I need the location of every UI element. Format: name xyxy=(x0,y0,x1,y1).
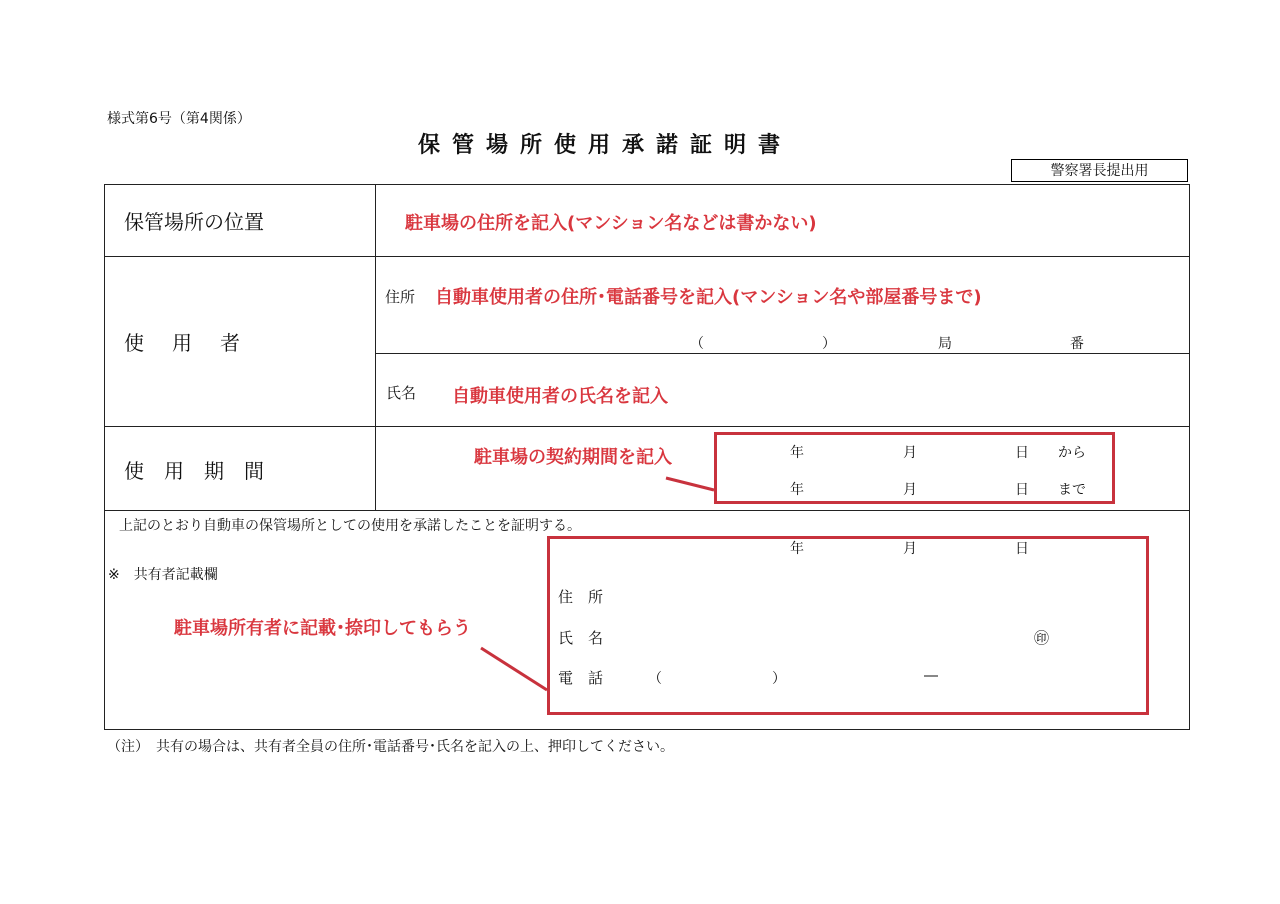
period-to-month: 月 xyxy=(903,482,917,498)
document-title: 保管場所使用承諾証明書 xyxy=(417,133,792,158)
footnote: （注） 共有の場合は、共有者全員の住所･電話番号･氏名を記入の上、押印してください。 xyxy=(107,739,674,755)
owner-phone-open: （ xyxy=(648,671,662,687)
period-annotation: 駐車場の契約期間を記入 xyxy=(474,447,672,468)
cert-year: 年 xyxy=(790,541,804,557)
period-to-label: まで xyxy=(1058,482,1086,498)
period-from-day: 日 xyxy=(1015,445,1029,461)
cert-day: 日 xyxy=(1015,541,1029,557)
owner-address-label: 住 所 xyxy=(558,588,604,606)
owner-phone-label: 電 話 xyxy=(558,669,604,687)
location-label: 保管場所の位置 xyxy=(124,210,264,234)
seal-mark: ㊞ xyxy=(1034,629,1050,647)
phone-ban: 番 xyxy=(1070,336,1084,352)
owner-phone-close: ） xyxy=(772,671,786,687)
submit-to-box: 警察署長提出用 xyxy=(1011,159,1188,182)
name-label: 氏名 xyxy=(386,384,417,402)
period-to-year: 年 xyxy=(790,482,804,498)
owner-phone-dash: ― xyxy=(924,668,938,684)
address-annotation: 自動車使用者の住所･電話番号を記入(マンション名や部屋番号まで) xyxy=(435,287,982,308)
cert-month: 月 xyxy=(903,541,917,557)
phone-kyoku: 局 xyxy=(938,336,952,352)
period-label: 使 用 期 間 xyxy=(124,459,264,483)
period-from-label: から xyxy=(1058,445,1086,461)
period-pointer-line xyxy=(666,478,714,490)
certify-statement: 上記のとおり自動車の保管場所としての使用を承諾したことを証明する。 xyxy=(119,518,581,534)
location-annotation: 駐車場の住所を記入(マンション名などは書かない) xyxy=(405,213,817,234)
owner-name-label: 氏 名 xyxy=(558,629,604,647)
user-label: 使 用 者 xyxy=(124,331,244,355)
phone-open: （ xyxy=(690,336,704,352)
co-owner-label: ※ 共有者記載欄 xyxy=(108,567,218,583)
period-to-day: 日 xyxy=(1015,482,1029,498)
name-annotation: 自動車使用者の氏名を記入 xyxy=(452,386,668,407)
address-label: 住所 xyxy=(385,288,416,306)
phone-close: ） xyxy=(822,336,836,352)
period-from-year: 年 xyxy=(790,445,804,461)
owner-pointer-line xyxy=(481,648,547,690)
form-number: 様式第6号（第4関係） xyxy=(107,111,251,127)
period-from-month: 月 xyxy=(903,445,917,461)
owner-annotation: 駐車場所有者に記載･捺印してもらう xyxy=(174,618,471,639)
